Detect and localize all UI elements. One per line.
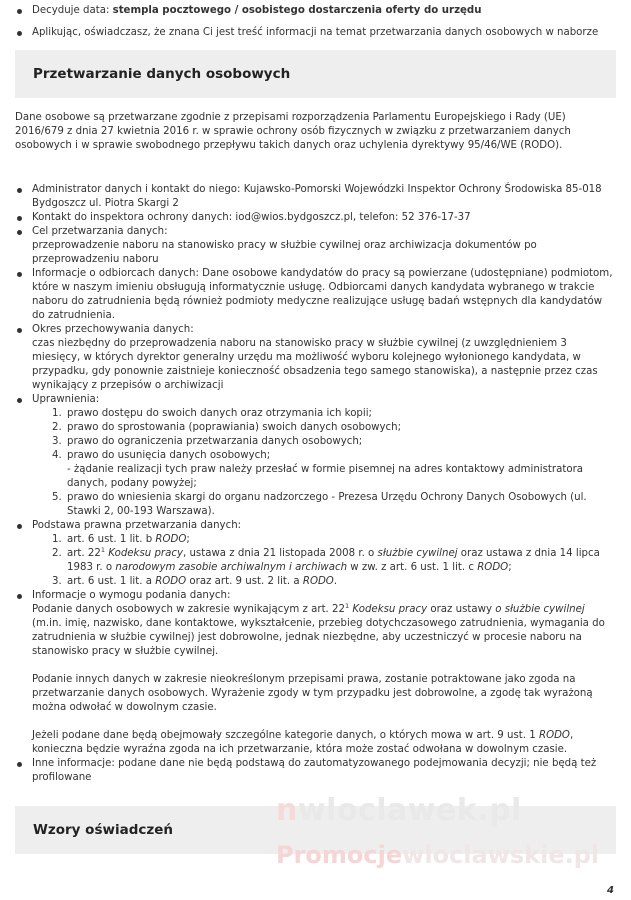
legal-basis-item: 2. art. $22^1$ Kodeksu pracy, ustawa z dnia 21 listopada 2008 r. o służbie cywilnej oraz ustawa z dnia 14 lipca 1983 r. o narodowym zasobie archiwalnym i archiwach w zw. z art. 6 ust. 1 lit. c RODO;: [52, 546, 600, 573]
bullet-icon: [17, 524, 22, 529]
list-item-legal-basis: Podstawa prawna przetwarzania danych: 1. art. 6 ust. 1 lit. b RODO; 2. art. $22^1$ Kodeksu pracy, ustawa z dnia 21 listopada 2008 r. o służbie cywilnej oraz ustawa z dnia 14 lipca 1983 r. o narodowym zasobie archiwalnym i archiwach w zw. z art. 6 ust. 1 lit. c RODO; 3. art. 6 ust. 1 lit. a RODO oraz art. 9 ust. 2 lit. a RODO.: [17, 519, 613, 589]
bullet-icon: [17, 188, 22, 193]
section-header-data-processing: [15, 50, 616, 98]
bullet-icon: [17, 216, 22, 221]
legal-basis-list: [32, 533, 613, 589]
bullet-icon: [17, 31, 22, 36]
list-item-data-requirement: Informacje o wymogu podania danych: Podanie danych osobowych w zakresie wynikającym z art. $22^1$ Kodeksu pracy oraz ustawy o służbie cywilnej (m.in. imię, nazwisko, dane kontaktowe, wykształcenie, przebieg dotychczasowego zatrudnienia, wymagania do zatrudnienia w służbie cywilnej) jest dobrowolne, jednak niezbędne, aby uczestniczyć w procesie naboru na stanowisko pracy w służbie cywilnej. Podanie innych danych w zakresie nieokreślonym przepisami prawa, zostanie potraktowane jako zgoda na przetwarzanie danych osobowych. Wyrażenie zgody w tym przypadku jest dobrowolne, a zgodę tak wyrażoną można odwołać w dowolnym czasie. Jeżeli podane dane będą obejmowały szczególne kategorie danych, o których mowa w art. 9 ust. 1 RODO, konieczna będzie wyraźna zgoda na ich przetwarzanie, która może zostać odwołana w dowolnym czasie.: [17, 589, 613, 757]
list-item-rights: Uprawnienia: 1. prawo dostępu do swoich danych oraz otrzymania ich kopii; 2. prawo do sprostowania (poprawiania) swoich danych osobowych; 3. prawo do ograniczenia przetwarzania danych osobowych; 4. prawo do usunięcia danych osobowych; - żądanie realizacji tych praw należy przesłać w formie pisemnej na adres kontaktowy administratora danych, podany powyżej; 5. prawo do wniesienia skargi do organu nadzorczego - Prezesa Urzędu Ochrony Danych Osobowych (ul. Stawki 2, 00-193 Warszawa).: [17, 393, 613, 519]
right-item: 5. prawo do wniesienia skargi do organu nadzorczego - Prezesa Urzędu Ochrony Danych Osobowych (ul. Stawki 2, 00-193 Warszawa).: [52, 492, 587, 517]
page-number: 4: [607, 885, 614, 896]
intro-paragraph: Dane osobowe są przetwarzane zgodnie z przepisami rozporządzenia Parlamentu Europejskiego i Rady (UE) 2016/679 z dnia 27 kwietnia 2016 r. w sprawie ochrony osób fizycznych w związku z przetwarzaniem danych osobowych i w sprawie swobodnego przepływu takich danych oraz uchylenia dyrektywy 95/46/WE (RODO).: [15, 112, 571, 151]
list-item-administrator: Administrator danych i kontakt do niego: Kujawsko-Pomorski Wojewódzki Inspektor Ochrony Środowiska 85-018 Bydgoszcz ul. Piotra Skargi 2: [17, 183, 613, 211]
section-title: Wzory oświadczeń: [33, 822, 173, 838]
right-item: 3. prawo do ograniczenia przetwarzania danych osobowych;: [52, 436, 363, 447]
bullet-icon: [17, 9, 22, 14]
right-item: 4. prawo do usunięcia danych osobowych; - żądanie realizacji tych praw należy przesłać w formie pisemnej na adres kontaktowy administratora danych, podany powyżej;: [52, 450, 583, 489]
legal-basis-item: 1. art. 6 ust. 1 lit. b RODO;: [52, 534, 190, 545]
section-title: Przetwarzanie danych osobowych: [33, 66, 291, 82]
list-item-retention: Okres przechowywania danych: czas niezbędny do przeprowadzenia naboru na stanowisko pracy w służbie cywilnej (z uwzględnieniem 3 miesięcy, w których dyrektor generalny urzędu ma możliwość wyboru kolejnego wyłonionego kandydata, w przypadku, gdy ponownie zaistnieje konieczność obsadzenia tego samego stanowiska), a następnie przez czas wynikający z przepisów o archiwizacji: [17, 323, 613, 393]
list-item-dpo-contact: Kontakt do inspektora ochrony danych: iod@wios.bydgoszcz.pl, telefon: 52 376-17-37: [17, 211, 613, 225]
legal-basis-item: 3. art. 6 ust. 1 lit. a RODO oraz art. 9 ust. 2 lit. a RODO.: [52, 576, 338, 587]
bullet-icon: [17, 328, 22, 333]
watermark-line: nwloclawek.pl: [276, 793, 522, 828]
list-item: Aplikując, oświadczasz, że znana Ci jest treść informacji na temat przetwarzania danych osobowych w naborze: [17, 26, 617, 40]
list-item: Decyduje data: stempla pocztowego / osobistego dostarczenia oferty do urzędu: [17, 4, 617, 18]
requirements-list: [17, 4, 617, 48]
list-item-recipients: Informacje o odbiorcach danych: Dane osobowe kandydatów do pracy są powierzane (udostępniane) podmiotom, które w naszym imieniu obsługują informatycznie usługę. Odbiorcami danych kandydata wybranego w trakcie naboru do zatrudnienia będą również podmioty medyczne realizujące usługę badań wstępnych dla kandydatów do zatrudnienia.: [17, 267, 613, 323]
bullet-icon: [17, 272, 22, 277]
bullet-icon: [17, 230, 22, 235]
bullet-icon: [17, 398, 22, 403]
watermark-line: Promocjewloclawskie.pl: [276, 841, 600, 869]
right-item: 1. prawo dostępu do swoich danych oraz otrzymania ich kopii;: [52, 408, 372, 419]
gdpr-info-list: [17, 183, 613, 785]
bullet-icon: [17, 594, 22, 599]
watermark: [276, 793, 616, 884]
list-item-purpose: Cel przetwarzania danych: przeprowadzenie naboru na stanowisko pracy w służbie cywilnej oraz archiwizacja dokumentów po przeprowadzeniu naboru: [17, 225, 613, 267]
list-item-other-info: Inne informacje: podane dane nie będą podstawą do zautomatyzowanego podejmowania decyzji; nie będą też profilowane: [17, 757, 613, 785]
right-item: 2. prawo do sprostowania (poprawiania) swoich danych osobowych;: [52, 422, 402, 433]
bullet-icon: [17, 762, 22, 767]
rights-list: [32, 407, 613, 519]
